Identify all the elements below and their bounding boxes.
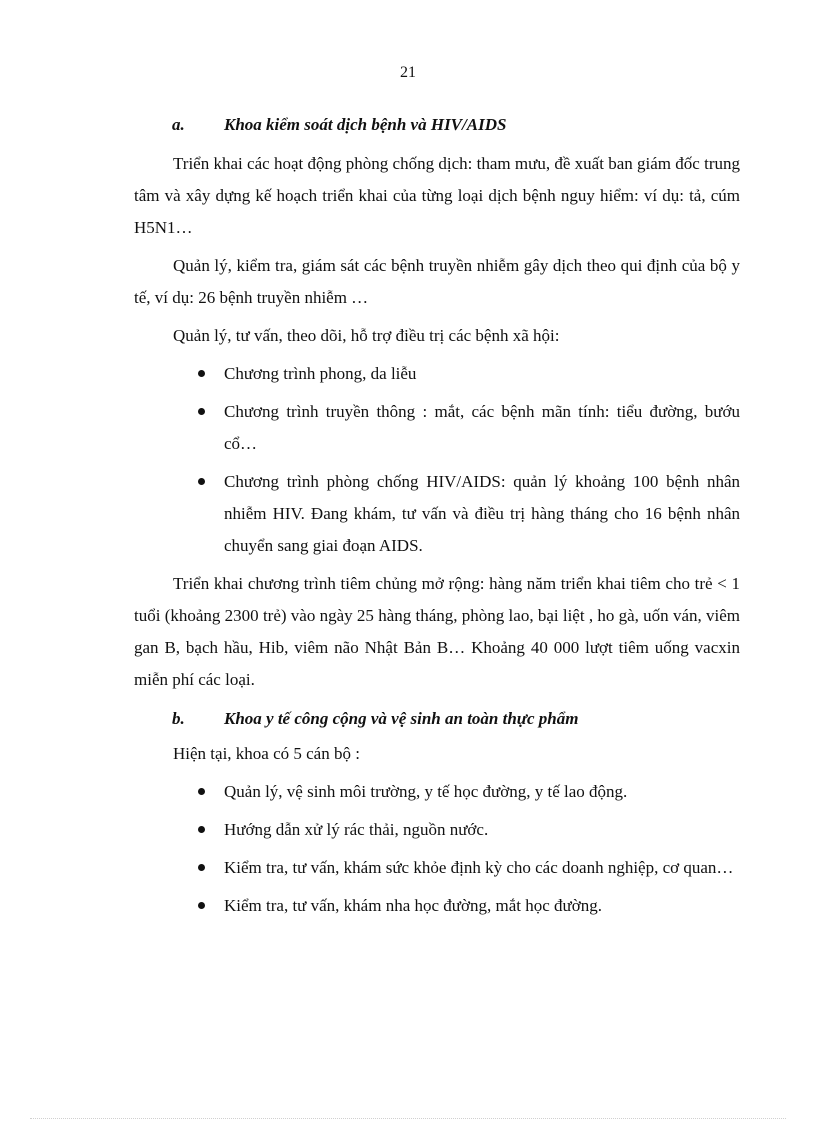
bullet-icon <box>198 478 205 485</box>
section-b-letter: b. <box>172 709 185 728</box>
section-a-bullet-list <box>134 358 740 562</box>
bullet-icon <box>198 826 205 833</box>
document-body <box>134 112 740 922</box>
section-b-heading <box>172 706 740 732</box>
list-item-text: Chương trình phong, da liễu <box>224 364 417 383</box>
list-item <box>134 814 740 846</box>
list-item-text: Chương trình truyền thông : mắt, các bệnh mãn tính: tiểu đường, bướu cổ… <box>224 402 740 453</box>
section-b-bullet-list <box>134 776 740 922</box>
list-item-text: Hướng dẫn xử lý rác thải, nguồn nước. <box>224 820 489 839</box>
bullet-icon <box>198 370 205 377</box>
section-a-paragraph: Quản lý, kiểm tra, giám sát các bệnh truyền nhiễm gây dịch theo qui định của bộ y tế, ví dụ: 26 bệnh truyền nhiễm … <box>134 256 740 307</box>
section-a-paragraph: Triển khai các hoạt động phòng chống dịch: tham mưu, đề xuất ban giám đốc trung tâm và xây dựng kế hoạch triển khai của từng loại dịch bệnh nguy hiểm: ví dụ: tả, cúm H5N1… <box>134 154 740 237</box>
section-a-heading <box>172 112 740 138</box>
list-item-text: Chương trình phòng chống HIV/AIDS: quản lý khoảng 100 bệnh nhân nhiễm HIV. Đang khám, tư vấn và điều trị hàng tháng cho 16 bệnh nhân chuyển sang giai đoạn AIDS. <box>224 472 740 555</box>
list-item <box>134 396 740 460</box>
section-b-paragraph: Hiện tại, khoa có 5 cán bộ : <box>173 744 360 763</box>
list-item <box>134 466 740 562</box>
list-item-text: Kiểm tra, tư vấn, khám nha học đường, mắt học đường. <box>224 896 602 915</box>
list-item-text: Kiểm tra, tư vấn, khám sức khỏe định kỳ cho các doanh nghiệp, cơ quan… <box>224 858 734 877</box>
list-item <box>134 358 740 390</box>
section-a-paragraph: Quản lý, tư vấn, theo dõi, hỗ trợ điều trị các bệnh xã hội: <box>173 326 560 345</box>
section-a-title: Khoa kiểm soát dịch bệnh và HIV/AIDS <box>224 115 507 134</box>
section-a-letter: a. <box>172 115 185 134</box>
bullet-icon <box>198 902 205 909</box>
section-b-title: Khoa y tế công cộng và vệ sinh an toàn thực phẩm <box>224 709 579 728</box>
section-a-paragraph: Triển khai chương trình tiêm chủng mở rộng: hàng năm triển khai tiêm cho trẻ < 1 tuổi (khoảng 2300 trẻ) vào ngày 25 hàng tháng, phòng lao, bại liệt , ho gà, uốn ván, viêm gan B, bạch hầu, Hib, viêm não Nhật Bản B… Khoảng 40 000 lượt tiêm uống vacxin miễn phí các loại. <box>134 574 740 689</box>
page-bottom-rule <box>30 1118 786 1119</box>
list-item <box>134 852 740 884</box>
list-item <box>134 890 740 922</box>
bullet-icon <box>198 864 205 871</box>
list-item-text: Quản lý, vệ sinh môi trường, y tế học đường, y tế lao động. <box>224 782 628 801</box>
list-item <box>134 776 740 808</box>
page-number: 21 <box>400 64 416 81</box>
bullet-icon <box>198 408 205 415</box>
bullet-icon <box>198 788 205 795</box>
